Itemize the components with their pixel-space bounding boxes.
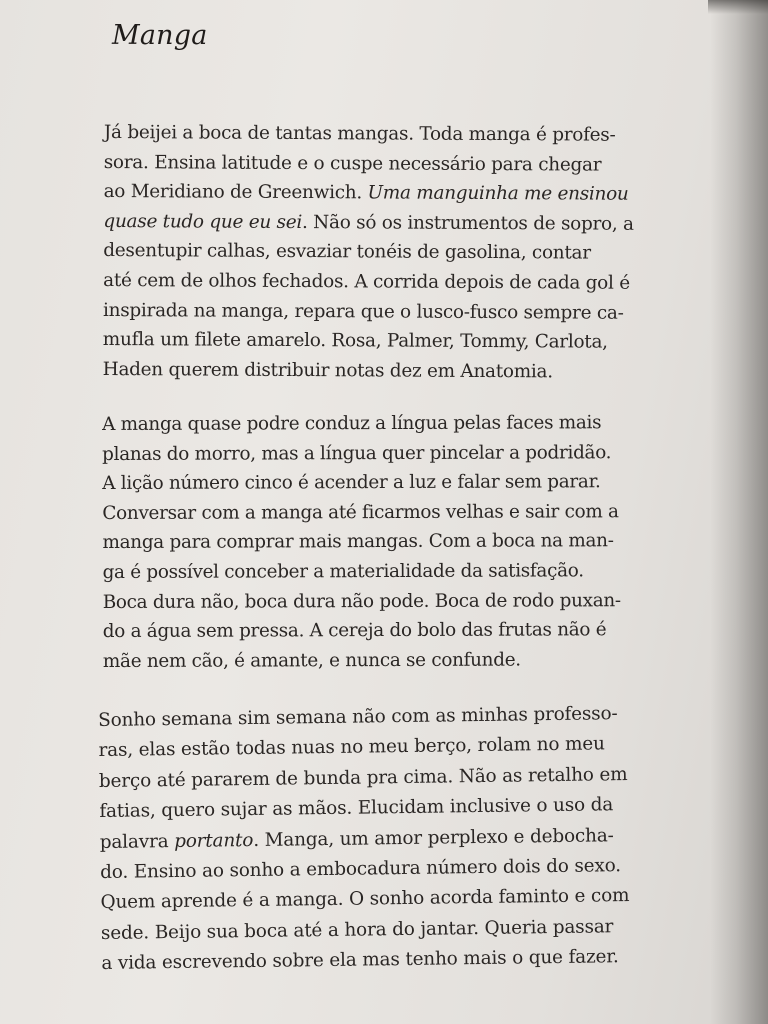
italic-phrase: quase tudo que eu sei <box>103 210 303 233</box>
text-line: Boca dura não, boca dura não pode. Boca de rodo puxan- <box>102 589 621 613</box>
text-line: Quem aprende é a manga. O sonho acorda faminto e com <box>100 885 630 914</box>
text-line: Já beijei a boca de tantas mangas. Toda manga é profes- <box>103 121 616 146</box>
text-line: do a água sem pressa. A cereja do bolo das frutas não é <box>102 619 607 643</box>
text-line: desentupir calhas, esvaziar tonéis de gasolina, contar <box>103 240 591 264</box>
text-line: a vida escrevendo sobre ela mas tenho mais o que fazer. <box>101 946 619 975</box>
italic-word: portanto <box>174 829 254 852</box>
text-line: planas do morro, mas a língua quer pincelar a podridão. <box>102 441 612 465</box>
text-line: A manga quase podre conduz a língua pelas faces mais <box>102 412 602 435</box>
paragraph-2 <box>102 408 633 676</box>
text-line: ao Meridiano de Greenwich. Uma manguinha me ensinou <box>103 181 629 205</box>
text-line: do. Ensino ao sonho a embocadura número dois do sexo. <box>100 855 622 884</box>
text-line: manga para comprar mais mangas. Com a boca na man- <box>102 530 614 554</box>
text-line: até cem de olhos fechados. A corrida depois de cada gol é <box>103 269 630 294</box>
text-line: Sonho semana sim semana não com as minhas professo- <box>98 703 618 731</box>
paragraph-3 <box>98 699 642 980</box>
text-line: Haden querem distribuir notas dez em Anatomia. <box>102 358 553 383</box>
text-line: inspirada na manga, repara que o lusco-fusco sempre ca- <box>102 299 624 324</box>
background-strip <box>708 0 768 14</box>
text-line: ras, elas estão todas nuas no meu berço, rolam no meu <box>98 733 605 762</box>
italic-phrase: Uma manguinha me ensinou <box>367 182 629 205</box>
text-line: sora. Ensina latitude e o cuspe necessário para chegar <box>103 151 602 176</box>
page-title: Manga <box>112 20 208 51</box>
paragraph-1 <box>102 118 634 387</box>
text-line: Conversar com a manga até ficarmos velhas e sair com a <box>102 500 619 524</box>
text-line: quase tudo que eu sei. Não só os instrumentos de sopro, a <box>103 210 634 235</box>
text-line: palavra portanto. Manga, um amor perplexo e debocha- <box>99 824 614 853</box>
text-line: ga é possível conceber a materialidade da satisfação. <box>102 560 584 583</box>
text-line: A lição número cinco é acender a luz e falar sem parar. <box>102 471 601 495</box>
text-line: mãe nem cão, é amante, e nunca se confunde. <box>102 649 521 672</box>
text-line: sede. Beijo sua boca até a hora do jantar. Queria passar <box>100 916 614 944</box>
page-curl-shadow <box>710 0 768 1024</box>
text-line: berço até pararem de bunda pra cima. Não as retalho em <box>98 763 628 792</box>
text-line: mufla um filete amarelo. Rosa, Palmer, Tommy, Carlota, <box>102 329 608 353</box>
text-line: fatias, quero sujar as mãos. Elucidam inclusive o uso da <box>99 794 614 823</box>
